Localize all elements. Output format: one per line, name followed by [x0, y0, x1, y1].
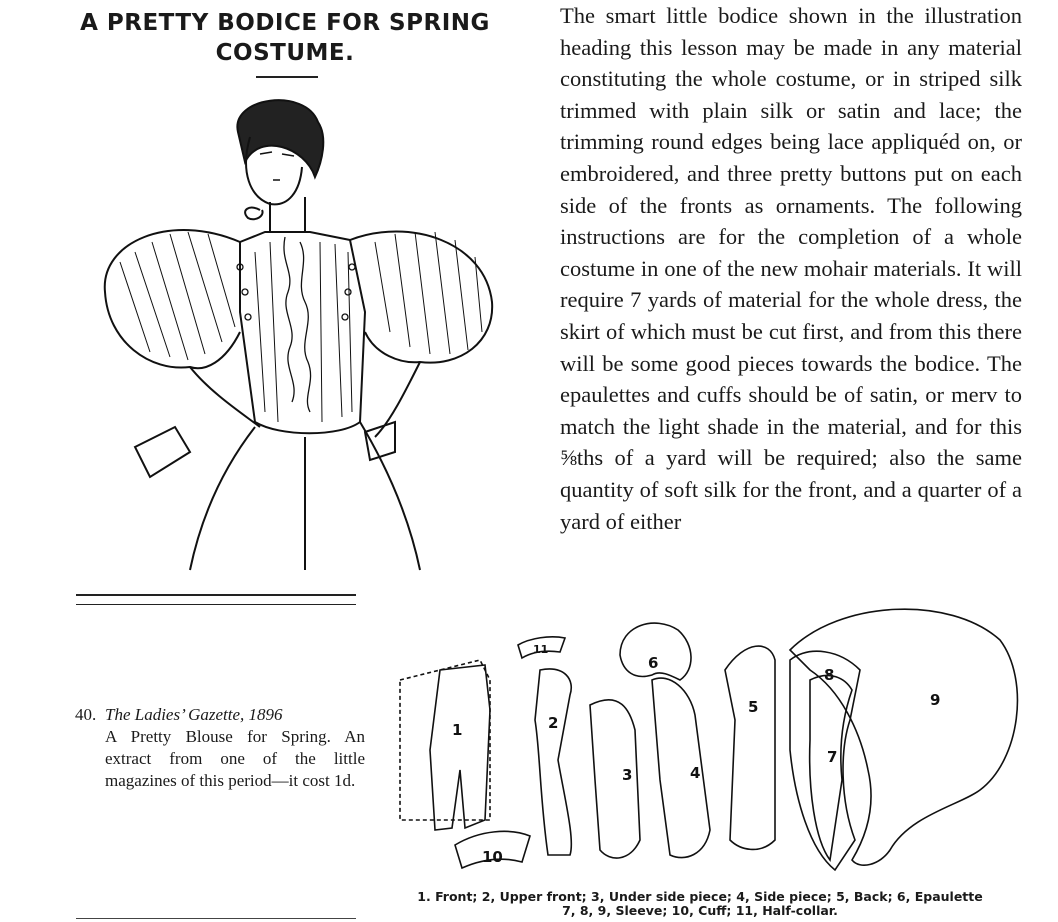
pattern-label-7: 7: [827, 748, 838, 766]
legend-line-2: 7, 8, 9, Sleeve; 10, Cuff; 11, Half-collar.: [562, 903, 838, 918]
legend-line-1: 1. Front; 2, Upper front; 3, Under side piece; 4, Side piece; 5, Back; 6, Epaulette: [417, 889, 983, 904]
article-body: [560, 0, 1022, 537]
pattern-label-5: 5: [748, 698, 759, 716]
section-divider: [76, 594, 356, 605]
bodice-illustration: [90, 92, 510, 572]
caption-source: The Ladies’ Gazette, 1896: [105, 705, 283, 724]
caption-number: 40.: [75, 705, 97, 724]
pattern-label-3: 3: [622, 766, 633, 784]
heading-line-1: A PRETTY BODICE FOR SPRING: [80, 10, 490, 36]
pattern-label-4: 4: [690, 764, 701, 782]
article-heading: [60, 8, 510, 68]
body-paragraph: The smart little bodice shown in the illustration heading this lesson may be made in any material constituting the whole costume, or in striped silk trimmed with plain silk or satin and lace; the trimming round edges being lace appliquéd on, or embroidered, and three pretty buttons put on each side of the fronts as ornaments. The following instructions are for the completion of a whole costume in one of the new mohair materials. It will require 7 yards of material for the whole dress, the skirt of which must be cut first, and from this there will be some good pieces towards the bodice. The epaulettes and cuffs should be of satin, or merv to match the light shade in the material, and for this ⅝ths of a yard will be required; also the same quantity of soft silk for the front, and a quarter of a yard of either: [560, 3, 1022, 534]
pattern-pieces-diagram: [390, 600, 1030, 890]
pattern-label-1: 1: [452, 721, 463, 739]
caption-description: A Pretty Blouse for Spring. An extract from one of the little magazines of this period—it cost 1d.: [105, 727, 365, 790]
heading-rule: [256, 76, 318, 78]
pattern-label-2: 2: [548, 714, 559, 732]
pattern-label-8: 8: [824, 666, 835, 684]
pattern-label-6: 6: [648, 654, 659, 672]
heading-line-2: COSTUME.: [215, 40, 355, 66]
pattern-legend: [400, 890, 1000, 918]
pattern-label-10: 10: [482, 848, 503, 866]
bottom-rule: [76, 918, 356, 919]
pattern-label-11: 11: [533, 643, 549, 656]
figure-caption: [75, 704, 365, 792]
pattern-label-9: 9: [930, 691, 941, 709]
